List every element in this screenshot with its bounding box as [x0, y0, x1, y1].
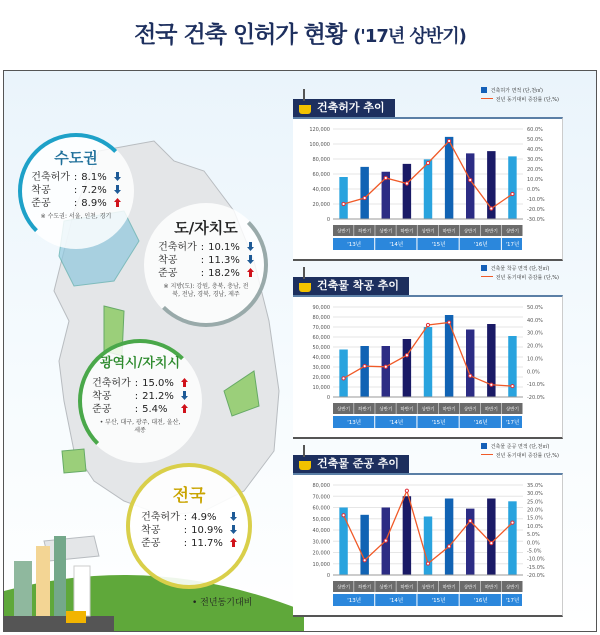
- y-tick-label: 60,000: [312, 505, 330, 512]
- bar: [424, 517, 432, 576]
- arrow-up-icon: [114, 198, 121, 207]
- line-point: [490, 383, 493, 386]
- footnote: • 전년동기대비: [192, 598, 253, 608]
- category-label: 상반기: [421, 229, 435, 235]
- colon: :: [73, 185, 78, 196]
- chart-svg: [293, 119, 561, 255]
- region-name: 전국: [172, 486, 206, 506]
- y2-tick-label: 60.0%: [527, 127, 543, 133]
- line-point: [511, 192, 514, 195]
- crane-hook-icon: [303, 445, 305, 457]
- line-point: [363, 196, 366, 199]
- category-label: 하반기: [442, 407, 456, 413]
- region-metro: [78, 339, 202, 463]
- bucket-icon: [299, 105, 311, 114]
- stat-value: 18.2%: [208, 268, 240, 279]
- arrow-down-icon: [181, 391, 188, 400]
- line-point: [405, 182, 408, 185]
- y-tick-label: 80,000: [312, 157, 330, 163]
- region-stats: [90, 377, 190, 416]
- line-point: [448, 545, 451, 548]
- year-label: '14년: [389, 242, 404, 248]
- bar: [339, 508, 347, 576]
- year-label: '17년: [505, 420, 520, 426]
- category-label: 하반기: [400, 407, 414, 413]
- bar: [424, 327, 432, 397]
- legend-line-label: 전년 동기대비 증감률 (단,%): [495, 275, 559, 281]
- arrow-down-icon: [230, 512, 237, 521]
- stat-label: 착공: [31, 185, 51, 196]
- stat-value: 10.1%: [208, 242, 240, 253]
- region-stats: [139, 511, 239, 550]
- stat-label: 준공: [31, 198, 51, 209]
- colon: :: [200, 268, 205, 279]
- title-main: 전국 건축 인허가 현황: [134, 22, 347, 48]
- stat-label: 건축허가: [158, 242, 197, 253]
- arrow-up-icon: [181, 404, 188, 413]
- y-tick-label: 120,000: [309, 127, 330, 133]
- bar: [466, 330, 474, 398]
- y2-tick-label: -10.0%: [527, 382, 545, 389]
- building-icon: [74, 566, 90, 616]
- y2-tick-label: -10.0%: [527, 556, 545, 563]
- y-tick-label: 60,000: [312, 335, 330, 341]
- region-name: 수도권: [54, 149, 98, 167]
- category-label: 상반기: [505, 585, 519, 591]
- stat-value: 21.2%: [142, 391, 174, 402]
- region-capital: [18, 133, 134, 249]
- line-point: [511, 384, 514, 387]
- colon: :: [134, 378, 139, 389]
- year-label: '15년: [431, 420, 446, 426]
- chart-svg: [293, 475, 561, 611]
- infographic-panel: [3, 70, 597, 632]
- line-point: [405, 354, 408, 357]
- line-point: [426, 562, 429, 565]
- y2-tick-label: 50.0%: [527, 137, 543, 143]
- chart-completions: [293, 444, 563, 617]
- bar: [403, 164, 411, 219]
- line-point: [511, 521, 514, 524]
- bar: [360, 167, 368, 219]
- building-icon: [14, 561, 32, 616]
- y2-tick-label: 0.0%: [527, 187, 540, 193]
- y-tick-label: 70,000: [312, 494, 330, 501]
- stat-value: 5.4%: [142, 404, 168, 415]
- category-label: 상반기: [463, 407, 477, 413]
- y2-tick-label: 20.0%: [527, 343, 543, 350]
- chart-title-bar: [293, 99, 395, 117]
- region-stats: [29, 171, 122, 210]
- map-green-city: [62, 449, 86, 473]
- bucket-icon: [299, 283, 311, 292]
- category-label: 하반기: [400, 229, 414, 235]
- y-tick-label: 10,000: [312, 561, 330, 568]
- map-jeju: [44, 536, 99, 561]
- category-label: 상반기: [379, 585, 393, 591]
- region-note: • 부산, 대구, 광주, 대전, 울산, 세종: [99, 419, 181, 434]
- chart-svg: [293, 297, 561, 433]
- chart-title-bar: [293, 277, 409, 295]
- bar: [360, 515, 368, 575]
- arrow-up-icon: [230, 538, 237, 547]
- region-note: ※ 수도권: 서울, 인천, 경기: [40, 213, 112, 220]
- category-label: 상반기: [421, 407, 435, 413]
- legend-line-swatch: [481, 276, 493, 277]
- category-label: 상반기: [337, 407, 351, 413]
- category-label: 상반기: [421, 585, 435, 591]
- category-label: 상반기: [463, 229, 477, 235]
- line-point: [448, 321, 451, 324]
- legend-bar-swatch: [481, 265, 487, 271]
- stat-value: 8.9%: [81, 198, 107, 209]
- line-point: [384, 365, 387, 368]
- y2-tick-label: 30.0%: [527, 330, 543, 337]
- y-tick-label: 20,000: [312, 202, 330, 208]
- stat-label: 준공: [141, 538, 161, 549]
- category-label: 상반기: [379, 229, 393, 235]
- bar: [508, 156, 516, 219]
- y2-tick-label: 20.0%: [527, 167, 543, 173]
- category-label: 하반기: [358, 585, 372, 591]
- y-tick-label: 40,000: [312, 355, 330, 361]
- category-label: 상반기: [505, 407, 519, 413]
- region-note: ※ 지방(도): 강원, 충북, 충남, 전북, 전남, 경북, 경남, 제주: [163, 283, 249, 298]
- y-tick-label: 90,000: [312, 305, 330, 311]
- year-label: '13년: [347, 242, 362, 248]
- bar: [445, 315, 453, 397]
- year-label: '16년: [473, 598, 488, 604]
- map-road: [4, 616, 114, 632]
- y-tick-label: 40,000: [312, 528, 330, 534]
- chart-legend: [481, 443, 559, 461]
- y2-tick-label: -10.0%: [527, 197, 545, 203]
- stat-value: 7.2%: [81, 185, 107, 196]
- arrow-down-icon: [230, 525, 237, 534]
- y2-tick-label: 15.0%: [527, 515, 543, 522]
- line-point: [363, 559, 366, 562]
- y-tick-label: 40,000: [312, 187, 330, 193]
- stat-label: 준공: [92, 404, 112, 415]
- year-label: '15년: [431, 598, 446, 604]
- year-label: '13년: [347, 420, 362, 426]
- stat-label: 착공: [141, 525, 161, 536]
- chart-legend: [481, 87, 559, 105]
- stat-label: 착공: [92, 391, 112, 402]
- y2-tick-label: 25.0%: [527, 499, 543, 506]
- arrow-down-icon: [114, 172, 121, 181]
- category-label: 하반기: [358, 407, 372, 413]
- region-national: [126, 463, 252, 589]
- y2-tick-label: -5.0%: [527, 548, 542, 555]
- line-point: [342, 514, 345, 517]
- line-point: [363, 365, 366, 368]
- category-label: 하반기: [358, 229, 372, 235]
- stat-value: 8.1%: [81, 172, 107, 183]
- region-provinces: [144, 203, 268, 327]
- stat-value: 11.7%: [191, 538, 223, 549]
- legend-line-swatch: [481, 98, 493, 99]
- year-label: '14년: [389, 598, 404, 604]
- y-tick-label: 30,000: [312, 539, 330, 546]
- line-point: [384, 539, 387, 542]
- arrow-down-icon: [247, 255, 254, 264]
- category-label: 상반기: [505, 229, 519, 235]
- chart-starts: [293, 266, 563, 439]
- stat-label: 건축허가: [141, 512, 180, 523]
- chart-title: 건축물 착공 추이: [317, 279, 400, 292]
- category-label: 하반기: [484, 407, 498, 413]
- legend-bar-swatch: [481, 87, 487, 93]
- y2-tick-label: 10.0%: [527, 523, 543, 530]
- line-point: [469, 374, 472, 377]
- bar: [508, 501, 516, 575]
- category-label: 하반기: [400, 585, 414, 591]
- crane-hook-icon: [303, 89, 305, 101]
- y2-tick-label: 0.0%: [527, 540, 540, 547]
- chart-permits: [293, 88, 563, 261]
- y2-tick-label: 10.0%: [527, 356, 543, 363]
- y-tick-label: 50,000: [312, 516, 330, 523]
- colon: :: [200, 242, 205, 253]
- category-label: 하반기: [442, 229, 456, 235]
- y-tick-label: 30,000: [312, 365, 330, 371]
- colon: :: [134, 391, 139, 402]
- line-point: [490, 207, 493, 210]
- line-point: [384, 176, 387, 179]
- colon: :: [183, 538, 188, 549]
- y2-tick-label: -20.0%: [527, 395, 545, 401]
- stat-value: 10.9%: [191, 525, 223, 536]
- line-point: [405, 489, 408, 492]
- legend-bar-label: 건축물 착공 면적 (단,천㎡): [490, 266, 550, 272]
- stat-label: 착공: [158, 255, 178, 266]
- y2-tick-label: 40.0%: [527, 317, 543, 324]
- y-tick-label: 80,000: [312, 315, 330, 321]
- category-label: 상반기: [379, 407, 393, 413]
- region-name: 도/자치도: [174, 219, 238, 237]
- stat-label: 준공: [158, 268, 178, 279]
- category-label: 하반기: [484, 229, 498, 235]
- y2-tick-label: 30.0%: [527, 491, 543, 498]
- line-point: [469, 519, 472, 522]
- legend-bar-label: 건축허가 면적 (단,천㎡): [490, 88, 543, 94]
- y2-tick-label: -20.0%: [527, 573, 545, 579]
- y-tick-label: 10,000: [312, 385, 330, 391]
- line-point: [342, 377, 345, 380]
- year-label: '15년: [431, 242, 446, 248]
- region-stats: [156, 241, 256, 280]
- y2-tick-label: 30.0%: [527, 157, 543, 163]
- bar: [445, 137, 453, 219]
- chart-title-bar: [293, 455, 409, 473]
- chart-legend: [481, 265, 559, 283]
- y2-tick-label: -15.0%: [527, 564, 545, 571]
- colon: :: [73, 198, 78, 209]
- bar: [339, 177, 347, 219]
- year-label: '17년: [505, 598, 520, 604]
- colon: :: [183, 525, 188, 536]
- title-sub: ('17년 상반기): [353, 26, 466, 47]
- y-tick-label: 100,000: [309, 142, 330, 148]
- y2-tick-label: -30.0%: [527, 217, 545, 223]
- y2-tick-label: 10.0%: [527, 177, 543, 183]
- year-label: '17년: [505, 242, 520, 248]
- bar: [466, 153, 474, 219]
- stat-value: 4.9%: [191, 512, 217, 523]
- region-name: 광역시/자치시: [99, 356, 181, 371]
- y-tick-label: 50,000: [312, 345, 330, 351]
- bar: [339, 350, 347, 398]
- arrow-up-icon: [247, 268, 254, 277]
- y2-tick-label: -20.0%: [527, 207, 545, 213]
- legend-line-label: 전년 동기대비 증감률 (단,%): [495, 453, 559, 459]
- colon: :: [183, 512, 188, 523]
- year-label: '16년: [473, 420, 488, 426]
- y-tick-label: 20,000: [312, 550, 330, 557]
- y-tick-label: 0: [326, 395, 330, 401]
- chart-title: 건축허가 추이: [317, 101, 385, 114]
- legend-line-label: 전년 동기대비 증감률 (단,%): [495, 97, 559, 103]
- line-point: [490, 541, 493, 544]
- line-point: [469, 178, 472, 181]
- line-point: [426, 323, 429, 326]
- y-tick-label: 0: [326, 573, 330, 579]
- bar: [487, 499, 495, 576]
- legend-line-swatch: [481, 454, 493, 455]
- stat-label: 건축허가: [92, 378, 131, 389]
- category-label: 상반기: [337, 585, 351, 591]
- page-title: [0, 20, 600, 52]
- y-tick-label: 60,000: [312, 172, 330, 178]
- category-label: 하반기: [442, 585, 456, 591]
- bar: [403, 496, 411, 575]
- stat-value: 11.3%: [208, 255, 240, 266]
- bucket-icon: [299, 461, 311, 470]
- bar: [360, 346, 368, 397]
- crane-hook-icon: [303, 267, 305, 279]
- year-label: '16년: [473, 242, 488, 248]
- bar: [466, 509, 474, 575]
- bar: [424, 159, 432, 219]
- building-icon: [36, 546, 50, 616]
- year-label: '13년: [347, 598, 362, 604]
- category-label: 하반기: [484, 585, 498, 591]
- y2-tick-label: 5.0%: [527, 532, 540, 539]
- bar: [382, 346, 390, 397]
- y2-tick-label: 50.0%: [527, 305, 543, 311]
- y2-tick-label: 20.0%: [527, 507, 543, 514]
- y2-tick-label: 0.0%: [527, 369, 540, 376]
- y2-tick-label: 35.0%: [527, 483, 543, 489]
- arrow-up-icon: [181, 378, 188, 387]
- line-point: [426, 161, 429, 164]
- bar: [403, 339, 411, 397]
- arrow-down-icon: [247, 242, 254, 251]
- colon: :: [73, 172, 78, 183]
- legend-bar-swatch: [481, 443, 487, 449]
- arrow-down-icon: [114, 185, 121, 194]
- building-icon: [54, 536, 66, 616]
- line-point: [342, 202, 345, 205]
- truck-icon: [66, 611, 86, 623]
- bar: [445, 499, 453, 576]
- colon: :: [134, 404, 139, 415]
- colon: :: [200, 255, 205, 266]
- y-tick-label: 0: [326, 217, 330, 223]
- year-label: '14년: [389, 420, 404, 426]
- line-point: [448, 139, 451, 142]
- category-label: 상반기: [463, 585, 477, 591]
- chart-title: 건축물 준공 추이: [317, 457, 400, 470]
- stat-label: 건축허가: [31, 172, 70, 183]
- y2-tick-label: 40.0%: [527, 147, 543, 153]
- y-tick-label: 20,000: [312, 375, 330, 381]
- y-tick-label: 70,000: [312, 325, 330, 331]
- stat-value: 15.0%: [142, 378, 174, 389]
- y-tick-label: 80,000: [312, 483, 330, 489]
- category-label: 상반기: [337, 229, 351, 235]
- legend-bar-label: 건축물 준공 면적 (단,천㎡): [490, 444, 550, 450]
